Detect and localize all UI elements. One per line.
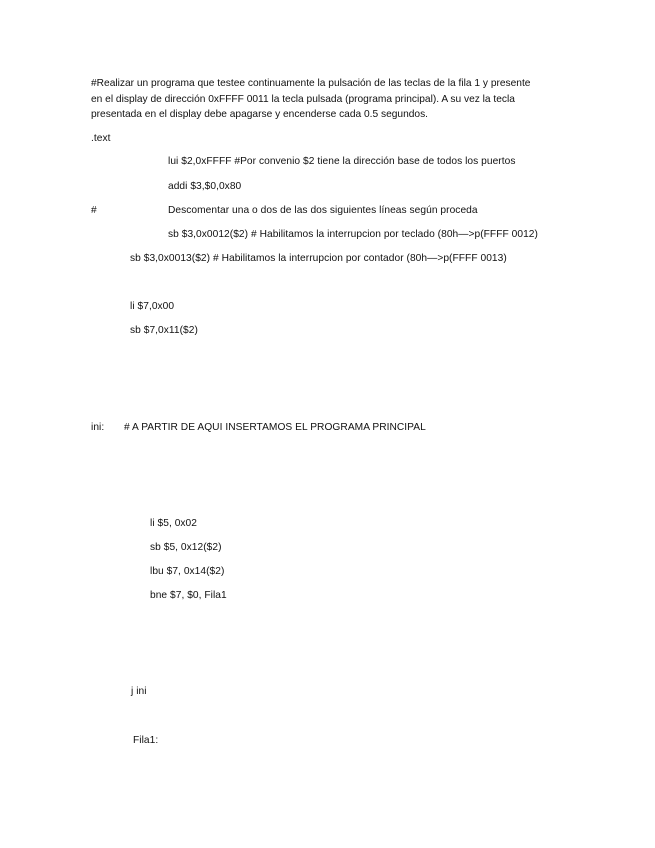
comment-descomentar: Descomentar una o dos de las dos siguientes líneas según proceda bbox=[168, 205, 478, 216]
label-fila1: Fila1: bbox=[133, 735, 159, 746]
code-sb-contador: sb $3,0x0013($2) # Habilitamos la interrupcion por contador (80h—>p(FFFF 0013) bbox=[130, 253, 507, 264]
code-addi: addi $3,$0,0x80 bbox=[168, 181, 242, 192]
code-bne: bne $7, $0, Fila1 bbox=[150, 590, 227, 601]
comment-hash: # bbox=[91, 205, 97, 216]
label-ini: ini: bbox=[91, 422, 105, 433]
intro-line-1: #Realizar un programa que testee continuamente la pulsación de las teclas de la fila 1 y presente bbox=[91, 78, 531, 89]
comment-programa-principal: # A PARTIR DE AQUI INSERTAMOS EL PROGRAMA PRINCIPAL bbox=[124, 422, 426, 433]
text-directive: .text bbox=[91, 133, 111, 144]
intro-line-2: en el display de dirección 0xFFFF 0011 la tecla pulsada (programa principal). A su vez la tecla bbox=[91, 93, 515, 105]
intro-paragraph bbox=[91, 76, 569, 123]
code-li-7: li $7,0x00 bbox=[130, 301, 175, 312]
code-li-5: li $5, 0x02 bbox=[150, 518, 197, 529]
code-sb-5: sb $5, 0x12($2) bbox=[150, 542, 222, 553]
code-sb-teclado: sb $3,0x0012($2) # Habilitamos la interrupcion por teclado (80h—>p(FFFF 0012) bbox=[168, 229, 538, 240]
code-lbu-7: lbu $7, 0x14($2) bbox=[150, 566, 225, 577]
code-j-ini: j ini bbox=[131, 686, 147, 697]
intro-line-3: presentada en el display debe apagarse y encenderse cada 0.5 segundos. bbox=[91, 109, 428, 120]
code-lui: lui $2,0xFFFF #Por convenio $2 tiene la dirección base de todos los puertos bbox=[168, 156, 516, 167]
code-sb-7: sb $7,0x11($2) bbox=[130, 325, 198, 336]
